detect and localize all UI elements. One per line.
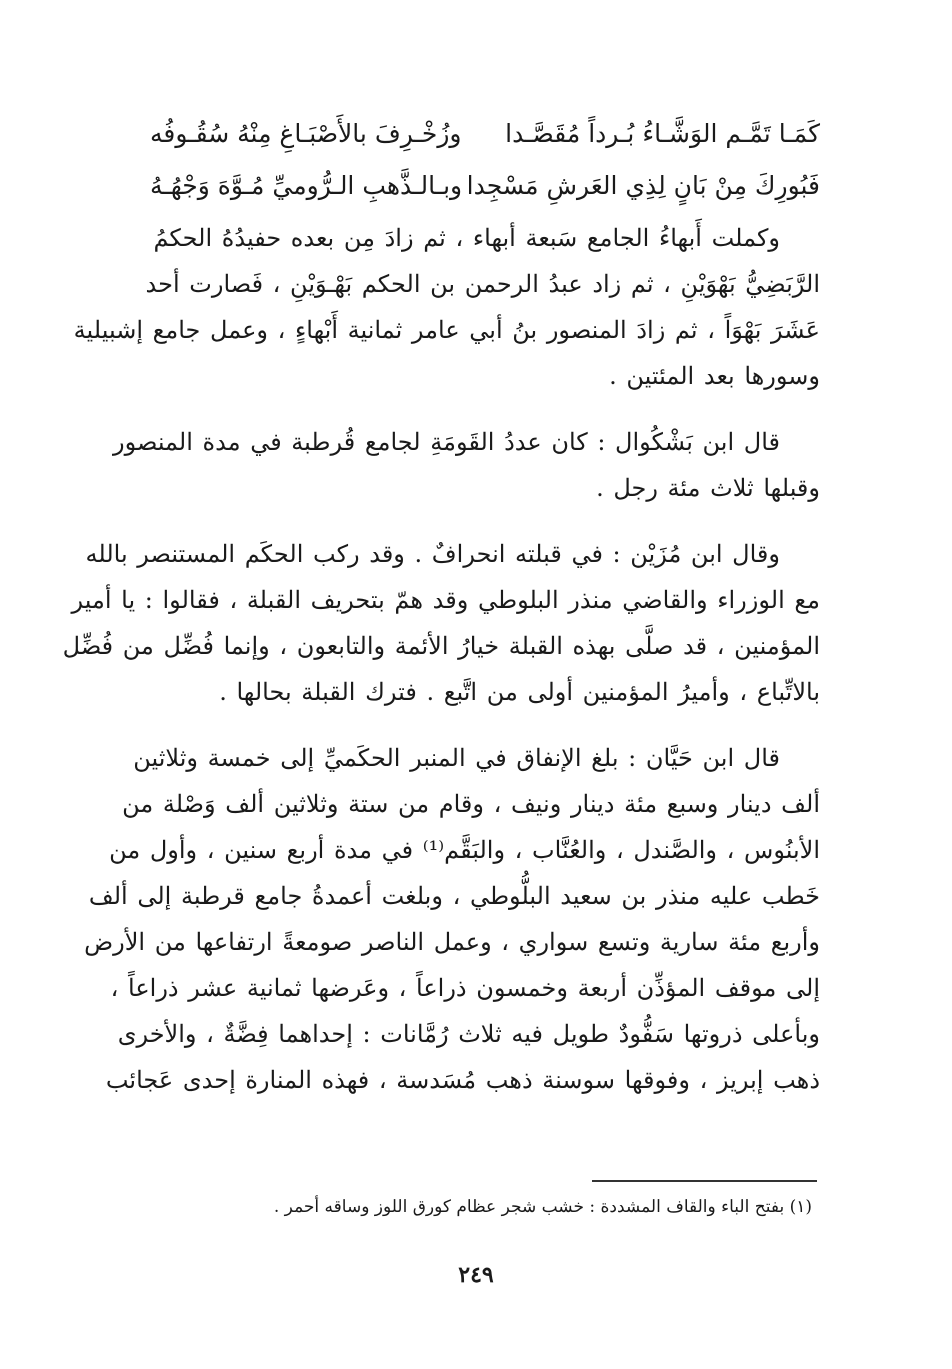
text-line: ألف دينار وسبع مئة دينار ونيف ، وقام من ستة وثلاثين ألف وَصْلة من bbox=[122, 790, 820, 818]
page-number: ٢٤٩ bbox=[458, 1262, 494, 1288]
poem-verses bbox=[150, 108, 820, 212]
paragraph bbox=[62, 531, 820, 715]
paragraph bbox=[73, 215, 820, 399]
text-line: وبأعلى ذروتها سَفُّودٌ طويل فيه ثلاث رُمَّانات : إحداهما فِضَّةٌ ، والأخرى bbox=[117, 1020, 820, 1048]
footnote: (١) بفتح الباء والقاف المشددة : خشب شجر عظام كورق اللوز وساقه أحمر . bbox=[273, 1197, 812, 1217]
text-line: وكملت أَبهاءُ الجامع سَبعة أبهاء ، ثم زادَ مِن بعده حفيدُهُ الحكمُ bbox=[153, 224, 780, 252]
body-text bbox=[62, 215, 820, 1123]
verse-left-hemistich: وزُخْـرِفَ بالأَصْبَـاغِ مِنْهُ سُقُـوفُه bbox=[150, 119, 462, 148]
text-line: وقال ابن مُزَيْن : في قبلته انحرافٌ . وقد ركب الحكَم المستنصر بالله bbox=[85, 540, 780, 568]
verse-right-hemistich: كَمَـا تَمَّـم الوَشَّـاءُ بُـرداً مُقَصَّـدا bbox=[505, 119, 820, 148]
text-line: ذهب إبريز ، وفوقها سوسنة ذهب مُسَدسة ، فهذه المنارة إحدى عَجائب bbox=[105, 1066, 820, 1094]
text-line: قال ابن حَيَّان : بلغ الإنفاق في المنبر الحكَميِّ إلى خمسة وثلاثين bbox=[133, 744, 780, 772]
text-line: المؤمنين ، قد صلَّى بهذه القبلة خيارُ الأئمة والتابعون ، وإنما فُضِّل من فُضِّل bbox=[62, 632, 820, 660]
paragraph bbox=[84, 735, 820, 1103]
verse-line bbox=[150, 160, 820, 212]
text-line: الرَّبَضِيُّ بَهْوَيْنِ ، ثم زاد عبدُ الرحمن بن الحكم بَهْـوَيْنِ ، فَصارت أحد bbox=[145, 270, 820, 298]
text-line: إلى موقف المؤذِّن أربعة وخمسون ذراعاً ، وعَرضها ثمانية عشر ذراعاً ، bbox=[110, 974, 820, 1002]
text-line: بالاتِّباع ، وأميرُ المؤمنين أولى من اتَّبع . فترك القبلة بحالها . bbox=[219, 678, 820, 706]
text-line: مع الوزراء والقاضي منذر البلوطي وقد همّ بتحريف القبلة ، فقالوا : يا أمير bbox=[71, 586, 820, 614]
text-line: قال ابن بَشْكُوال : كان عددُ القَومَةِ لجامع قُرطبة في مدة المنصور bbox=[113, 428, 780, 456]
footnote-divider bbox=[592, 1180, 817, 1182]
verse-line bbox=[150, 108, 820, 160]
verse-left-hemistich: وبـالـذَّهبِ الـرُّوميِّ مُـوَّهَ وَجْهُـهُ bbox=[150, 171, 463, 200]
text-line: الأبنُوس ، والصَّندل ، والعُنَّاب ، والبَقَّم⁽¹⁾ في مدة أربع سنين ، وأول من bbox=[109, 836, 820, 864]
text-line: عَشَرَ بَهْوَاً ، ثم زادَ المنصور بنُ أبي عامر ثمانية أَبْهاءٍ ، وعمل جامع إشبيلية bbox=[73, 316, 820, 344]
verse-right-hemistich: فَبُورِكَ مِنْ بَانٍ لِذِي العَرشِ مَسْجِدا bbox=[466, 171, 820, 200]
text-line: وأربع مئة سارية وتسع سواري ، وعمل الناصر صومعةً ارتفاعها من الأرض bbox=[84, 928, 820, 956]
text-line: خَطب عليه منذر بن سعيد البلُّوطي ، وبلغت أعمدةُ جامع قرطبة إلى ألف bbox=[88, 882, 820, 910]
text-line: وسورها بعد المئتين . bbox=[609, 362, 820, 390]
text-line: وقبلها ثلاث مئة رجل . bbox=[596, 474, 820, 502]
paragraph bbox=[113, 419, 820, 511]
